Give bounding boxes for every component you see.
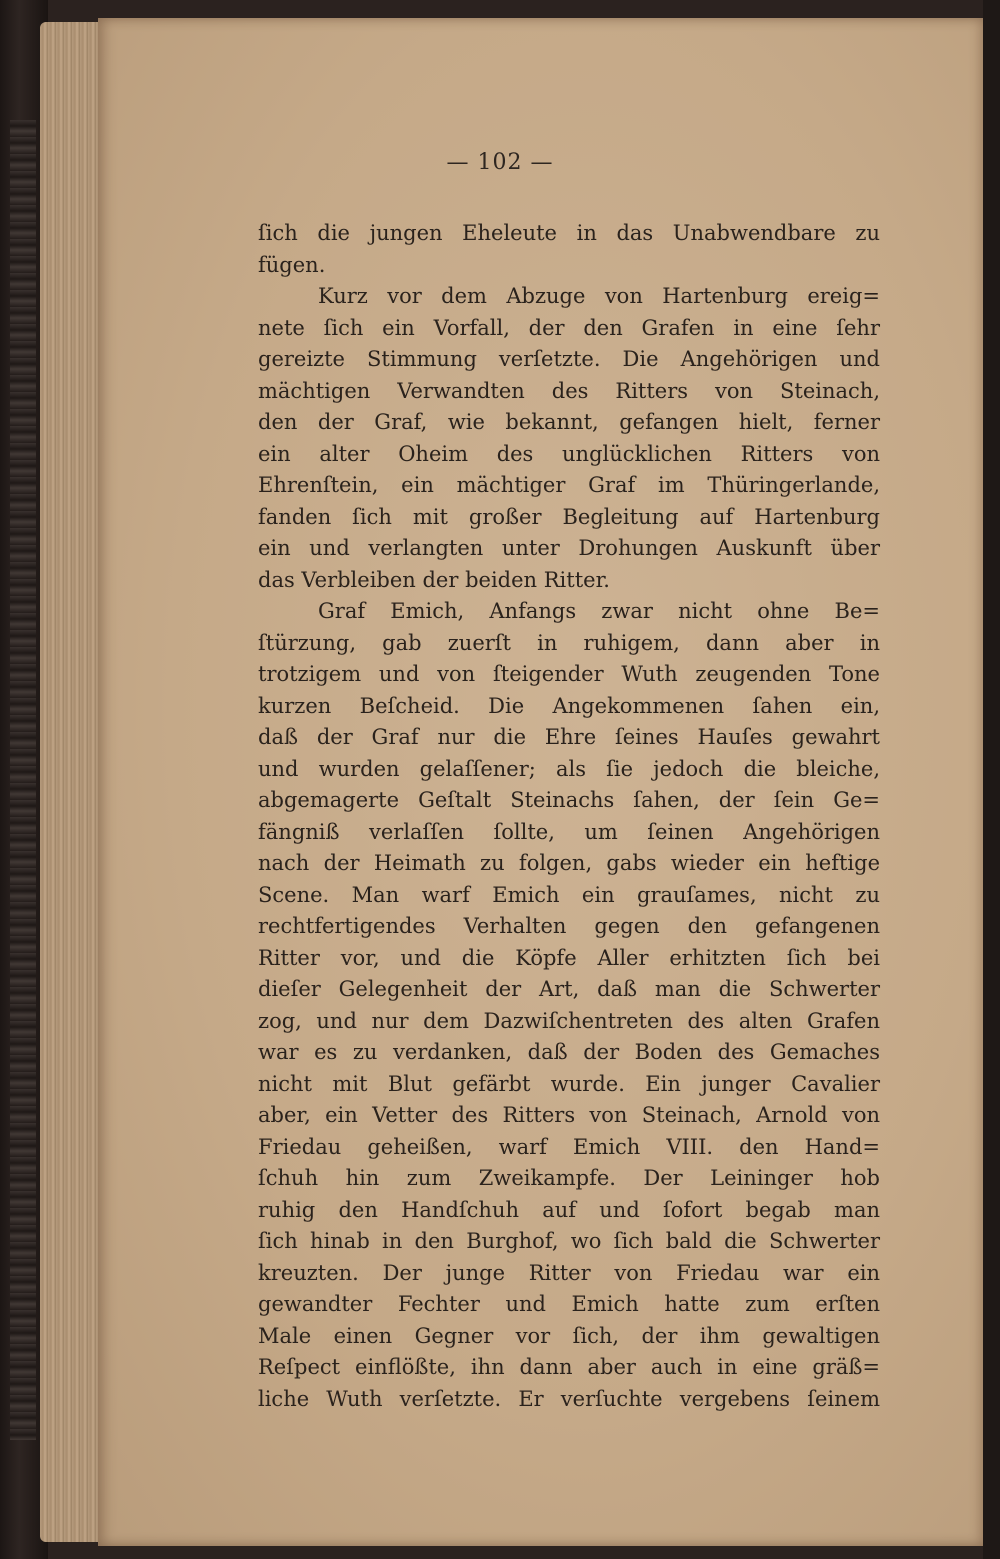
text-line: das Verbleiben der beiden Ritter. xyxy=(258,567,610,592)
text-line: abgemagerte Geſtalt Steinachs ſahen, der ſein Ge= xyxy=(258,788,880,812)
text-line: dieſer Gelegenheit der Art, daß man die Schwerter xyxy=(258,977,880,1001)
text-line: Kurz vor dem Abzuge von Hartenburg ereig= xyxy=(318,284,880,308)
text-line: zog, und nur dem Dazwiſchentreten des alten Grafen xyxy=(258,1008,880,1033)
text-line: gewandter Fechter und Emich hatte zum erſten xyxy=(258,1292,880,1316)
text-line: fügen. xyxy=(258,252,326,277)
text-line: Friedau geheißen, warf Emich VIII. den Hand= xyxy=(258,1134,880,1159)
text-line: Ehrenſtein, ein mächtiger Graf im Thüringerlande, xyxy=(258,473,880,497)
text-line: nicht mit Blut gefärbt wurde. Ein junger Cavalier xyxy=(258,1071,880,1096)
text-line: nach der Heimath zu folgen, gabs wieder ein heftige xyxy=(258,851,880,875)
text-line: Scene. Man warf Emich ein grauſames, nicht zu xyxy=(258,882,880,907)
text-line: rechtfertigendes Verhalten gegen den gefangenen xyxy=(258,914,880,938)
text-line: trotzigem und von ſteigender Wuth zeugenden Tone xyxy=(258,662,880,686)
text-line: fängniß verlaſſen ſollte, um ſeinen Angehörigen xyxy=(258,819,880,844)
text-line: ein und verlangten unter Drohungen Auskunft über xyxy=(258,536,880,560)
text-line: gereizte Stimmung verſetzte. Die Angehörigen und xyxy=(258,347,880,371)
text-line: ſtürzung, gab zuerſt in ruhigem, dann aber in xyxy=(258,630,880,655)
text-line: nete ſich ein Vorfall, der den Grafen in eine ſehr xyxy=(258,315,880,340)
text-line: ſchuh hin zum Zweikampfe. Der Leininger hob xyxy=(258,1166,880,1190)
body-text xyxy=(258,218,880,1415)
text-line: ſich hinab in den Burghof, wo ſich bald die Schwerter xyxy=(258,1229,880,1253)
text-line: Reſpect einflößte, ihn dann aber auch in eine gräß= xyxy=(258,1355,880,1379)
text-line: kreuzten. Der junge Ritter von Friedau war ein xyxy=(258,1260,880,1285)
text-line: Male einen Gegner vor ſich, der ihm gewaltigen xyxy=(258,1323,880,1348)
text-line: und wurden gelaſſener; als ſie jedoch die bleiche, xyxy=(258,756,880,781)
text-line: Ritter vor, und die Köpfe Aller erhitzten ſich bei xyxy=(258,945,880,970)
text-line: liche Wuth verſetzte. Er verſuchte vergebens ſeinem xyxy=(258,1386,880,1411)
page-number: — 102 — xyxy=(446,150,554,175)
text-line: den der Graf, wie bekannt, gefangen hielt, ferner xyxy=(258,410,880,434)
text-line: ſich die jungen Eheleute in das Unabwendbare zu xyxy=(258,221,880,245)
text-line: daß der Graf nur die Ehre ſeines Hauſes gewahrt xyxy=(258,725,880,749)
text-line: ruhig den Handſchuh auf und ſofort begab man xyxy=(258,1197,880,1222)
text-line: ein alter Oheim des unglücklichen Ritters von xyxy=(258,441,880,466)
text-line: mächtigen Verwandten des Ritters von Steinach, xyxy=(258,378,880,403)
text-line: Graf Emich, Anfangs zwar nicht ohne Be= xyxy=(318,599,880,623)
scan-border xyxy=(983,0,1000,1559)
text-line: war es zu verdanken, daß der Boden des Gemaches xyxy=(258,1040,880,1064)
cover-binding xyxy=(10,120,36,1440)
text-line: aber, ein Vetter des Ritters von Steinach, Arnold von xyxy=(258,1103,880,1127)
text-line: kurzen Beſcheid. Die Angekommenen ſahen ein, xyxy=(258,693,880,718)
text-line: fanden ſich mit großer Begleitung auf Hartenburg xyxy=(258,504,880,529)
